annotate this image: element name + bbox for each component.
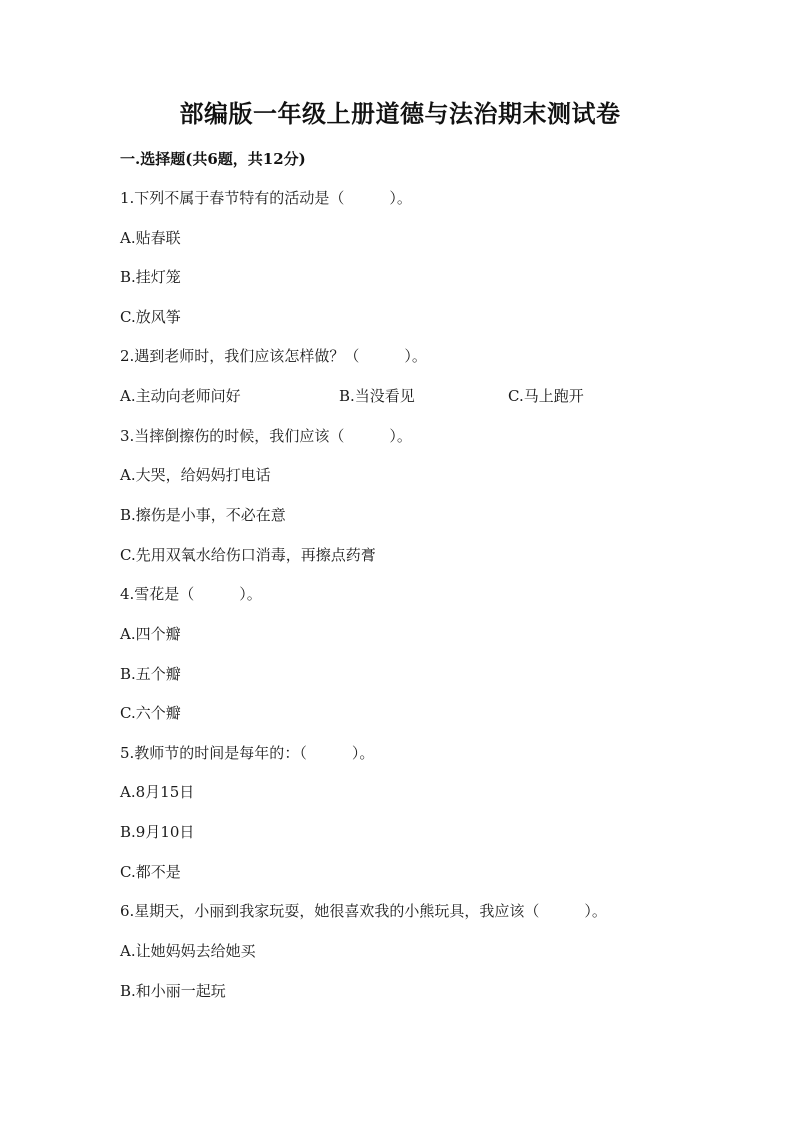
answer-option: C.先用双氧水给伤口消毒，再擦点药膏 (120, 546, 376, 564)
answer-option: B.五个瓣 (120, 665, 181, 683)
section-heading: 一.选择题(共6题，共12分) (120, 150, 306, 168)
answer-option: B.9月10日 (120, 823, 195, 841)
answer-option: C.六个瓣 (120, 704, 181, 722)
answer-option: B.挂灯笼 (120, 268, 181, 286)
answer-option: C.马上跑开 (508, 387, 584, 405)
question-stem: 6.星期天，小丽到我家玩耍，她很喜欢我的小熊玩具，我应该（ ）。 (120, 902, 607, 920)
question-stem: 5.教师节的时间是每年的：（ ）。 (120, 744, 375, 762)
page-title: 部编版一年级上册道德与法治期末测试卷 (179, 99, 621, 128)
question-stem: 3.当摔倒擦伤的时候，我们应该（ ）。 (120, 427, 412, 445)
question-stem: 2.遇到老师时，我们应该怎样做？（ ）。 (120, 347, 427, 365)
answer-option: A.8月15日 (120, 783, 195, 801)
answer-option: B.擦伤是小事，不必在意 (120, 506, 286, 524)
answer-option: A.大哭，给妈妈打电话 (120, 466, 271, 484)
answer-option: A.贴春联 (120, 229, 181, 247)
question-stem: 1.下列不属于春节特有的活动是（ ）。 (120, 189, 412, 207)
answer-option: C.都不是 (120, 863, 181, 881)
question-stem: 4.雪花是（ ）。 (120, 585, 262, 603)
answer-option: A.主动向老师问好 (120, 387, 241, 405)
answer-option: B.和小丽一起玩 (120, 982, 226, 1000)
answer-option: A.让她妈妈去给她买 (120, 942, 256, 960)
answer-option: A.四个瓣 (120, 625, 181, 643)
answer-option: B.当没看见 (339, 387, 415, 405)
answer-option-row (120, 386, 720, 406)
answer-option: C.放风筝 (120, 308, 181, 326)
